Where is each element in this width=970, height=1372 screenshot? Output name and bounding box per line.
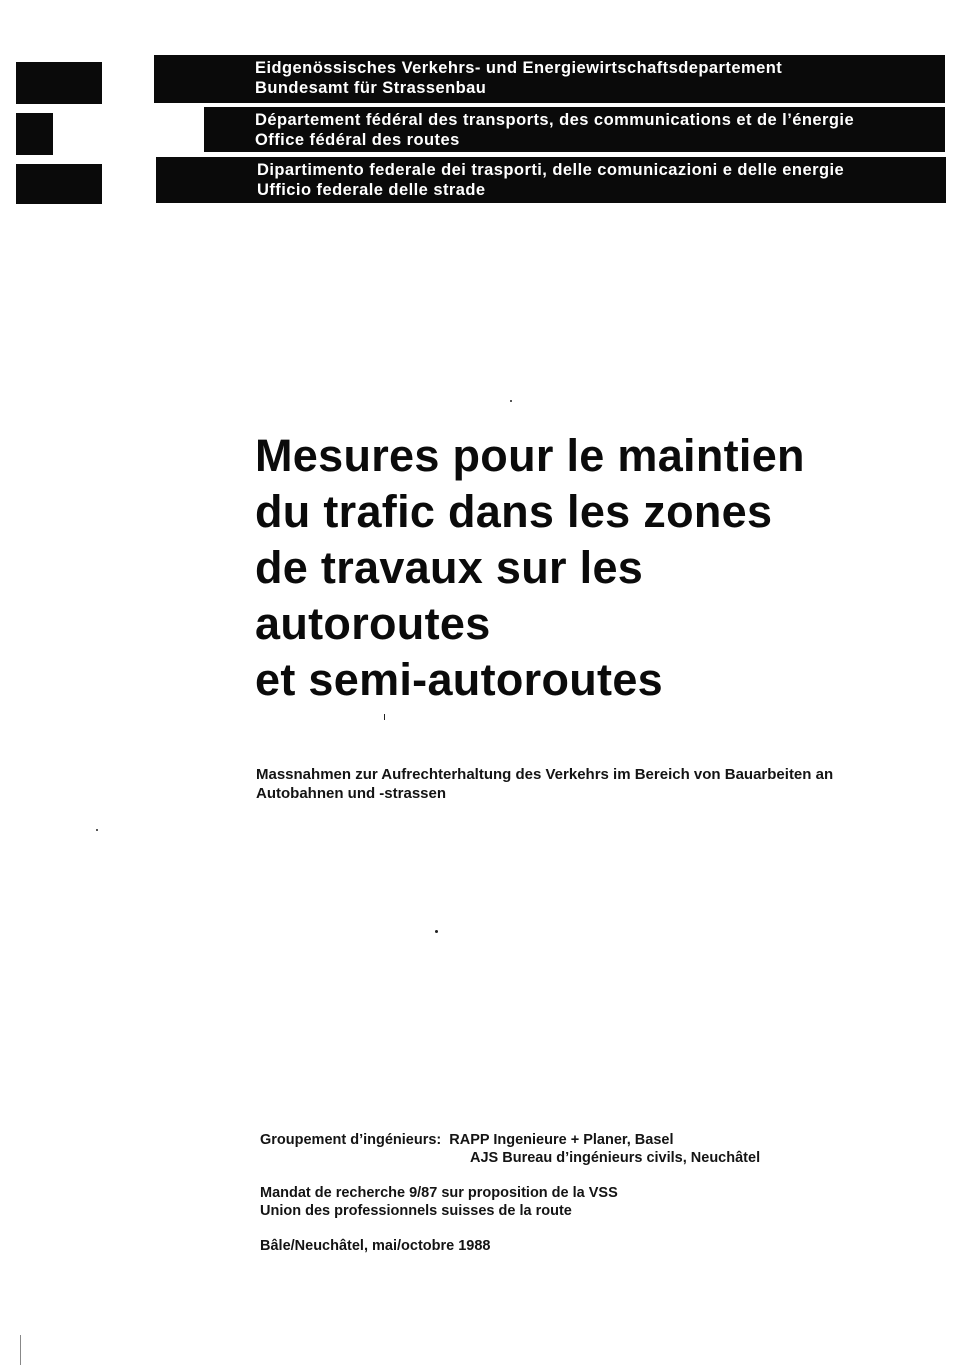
scan-speck: [435, 930, 438, 933]
scan-speck: [510, 400, 512, 402]
engineers-group: [260, 1131, 760, 1167]
engineers-firm-ajs: AJS Bureau d’ingénieurs civils, Neuchâtel: [470, 1150, 761, 1166]
logo-block-bottom: [16, 164, 102, 204]
title-line: de travaux sur les: [255, 542, 644, 593]
header-bar-italian: [156, 157, 946, 203]
logo-block-middle: [16, 113, 53, 155]
scan-speck: [20, 1335, 21, 1365]
header-it-office: Ufficio federale delle strade: [257, 181, 486, 199]
header-it-department: Dipartimento federale dei trasporti, delle comunicazioni e delle energie: [257, 161, 845, 179]
engineers-firm-rapp: RAPP Ingenieure + Planer, Basel: [449, 1132, 674, 1148]
mandate-line: Mandat de recherche 9/87 sur proposition de la VSS: [260, 1185, 618, 1201]
subtitle-line: Autobahnen und -strassen: [256, 785, 447, 802]
header-de-office: Bundesamt für Strassenbau: [255, 79, 487, 97]
header-bar-german: [154, 55, 945, 103]
title-line: autoroutes: [255, 598, 491, 649]
header-fr-department: Département fédéral des transports, des communications et de l’énergie: [255, 111, 855, 129]
research-mandate: [260, 1184, 618, 1220]
header-de-department: Eidgenössisches Verkehrs- und Energiewirtschaftsdepartement: [255, 59, 783, 77]
scan-speck: [384, 714, 385, 720]
title-line: et semi-autoroutes: [255, 654, 663, 705]
mandate-organization: Union des professionnels suisses de la route: [260, 1203, 572, 1219]
header-fr-office: Office fédéral des routes: [255, 131, 460, 149]
subtitle-line: Massnahmen zur Aufrechterhaltung des Verkehrs im Bereich von Bauarbeiten an: [256, 766, 834, 783]
engineers-group-label: Groupement d’ingénieurs:: [260, 1132, 442, 1148]
document-subtitle: [256, 765, 916, 803]
place-date-text: Bâle/Neuchâtel, mai/octobre 1988: [260, 1238, 491, 1254]
title-line: du trafic dans les zones: [255, 486, 773, 537]
place-and-date: [260, 1237, 491, 1255]
document-title: [255, 428, 805, 708]
logo-block-top: [16, 62, 102, 104]
scan-speck: [96, 829, 98, 831]
title-line: Mesures pour le maintien: [255, 430, 805, 481]
header-bar-french: [204, 107, 945, 152]
